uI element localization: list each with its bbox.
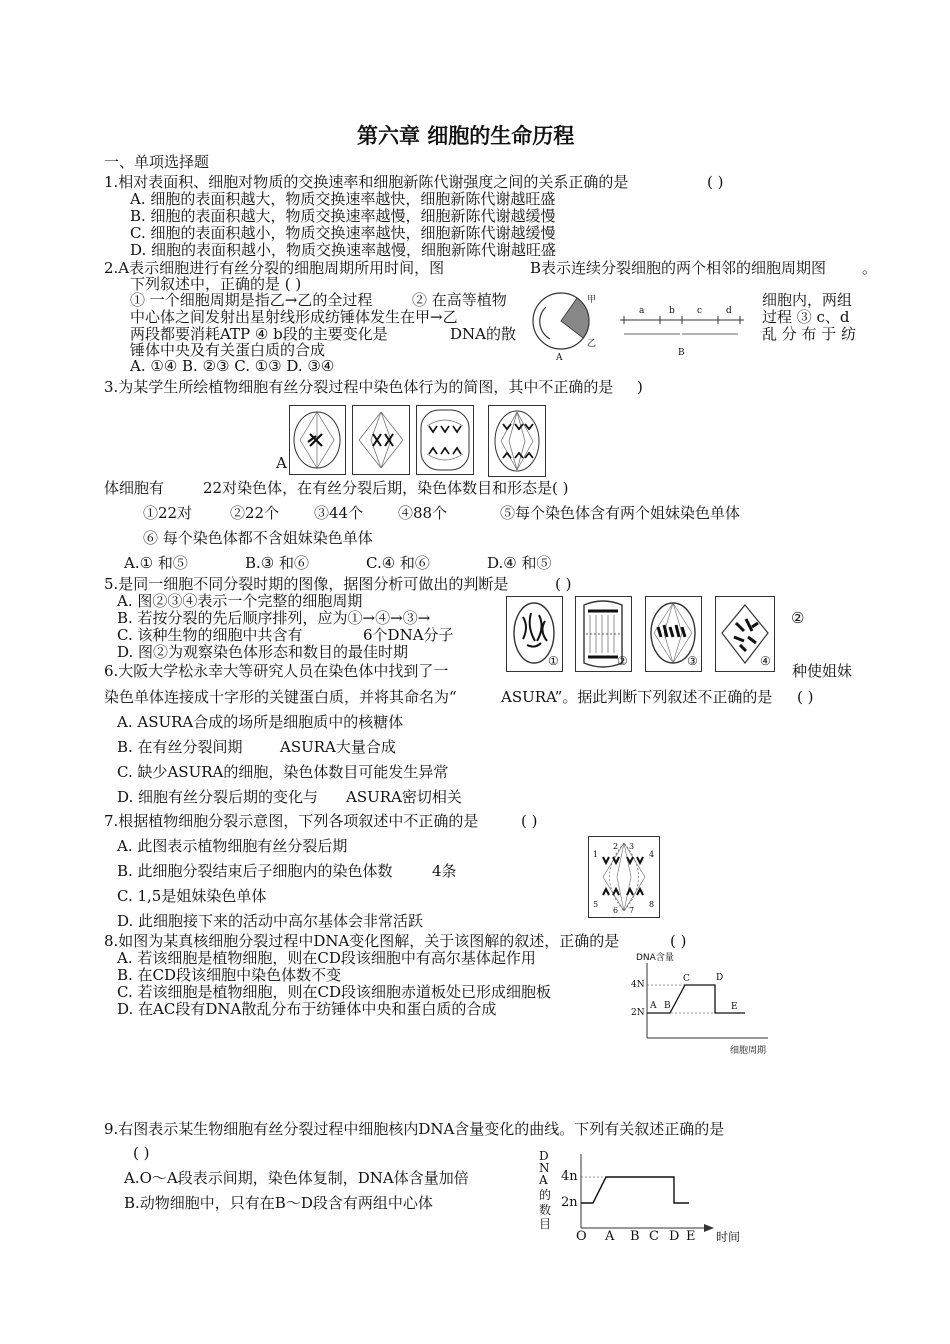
q5-stem: 5.是同一细胞不同分裂时期的图像，据图分析可做出的判断是 [104,575,509,593]
q4-answer-c: C.④ 和⑥ [366,554,430,572]
q6-stem-line1: 6.大阪大学松永幸大等研究人员在染色体中找到了一 [104,662,449,680]
q2-figa-jia: 甲 [587,295,597,305]
q3-cell-a [289,405,346,475]
q2-figa-yi: 乙 [587,339,597,349]
q7-fig-num-4: 4 [649,850,655,859]
q5-cell-2-label: ② [617,654,628,668]
q2-item-1: ① 一个细胞周期是指乙→乙的全过程 [130,291,373,309]
q4-option-1: ①22对 [143,504,193,522]
q4-option-5: ⑤每个染色体含有两个姐妹染色单体 [500,504,741,522]
q2-figure-b [620,306,748,358]
q4-answer-b: B.③ 和⑥ [245,554,310,572]
q2-figb-label: B [678,348,685,358]
q7-option-b-cont: 4条 [432,862,457,880]
q5-option-c: C. 该种生物的细胞中共含有 [117,626,303,644]
q9-chart-y-2n: 2n [561,1195,578,1210]
q1-option-c: C. 细胞的表面积越小，物质交换速率越快，细胞新陈代谢越缓慢 [130,224,556,242]
q9-chart-xtick-c: C [649,1229,659,1244]
q9-chart-xtick-o: O [576,1229,587,1244]
q6-option-d-cont: ASURA密切相关 [346,788,462,806]
q9-dna-chart [536,1150,746,1250]
q8-option-a: A. 若该细胞是植物细胞，则在CD段该细胞中有高尔基体起作用 [117,949,536,967]
q3-answer-paren: ) [637,378,643,396]
q6-option-b-cont: ASURA大量合成 [280,738,396,756]
q2-figb-seg-a: a [639,306,645,316]
q9-chart-ylabel-char: N [539,1161,550,1175]
q8-chart-point-a: A [650,1001,657,1011]
q5-option-a: A. 图②③④表示一个完整的细胞周期 [117,592,363,610]
q9-option-b: B.动物细胞中，只有在B～D段含有两组中心体 [124,1194,433,1212]
q8-option-b: B. 在CD段该细胞中染色体数不变 [117,966,342,984]
q5-cell-1-label: ① [548,654,559,668]
q9-stem: 9.右图表示某生物细胞有丝分裂过程中细胞核内DNA含量变化的曲线。下列有关叙述正确的是 [104,1120,725,1138]
section-heading: 一、单项选择题 [104,153,210,171]
q7-option-d: D. 此细胞接下来的活动中高尔基体会非常活跃 [117,912,424,930]
q2-item-2: ② 在高等植物 [412,291,507,309]
q2-figb-seg-d: d [726,306,732,316]
q8-chart-point-c: C [683,974,690,984]
q4-option-6: ⑥ 每个染色体都不含姐妹染色单体 [143,529,373,547]
q5-cell-3-label: ③ [687,654,698,668]
q3-cell-c [416,405,474,475]
q6-option-b: B. 在有丝分裂间期 [117,738,243,756]
q7-cell-figure [588,836,660,918]
q7-option-c: C. 1,5是姐妹染色单体 [117,887,267,905]
q5-cell-3 [645,596,702,672]
q2-item-2-cont: 细胞内，两组 [762,291,853,309]
q9-chart-ylabel-char: 数 [539,1203,552,1217]
q9-chart-xtick-e: E [686,1229,696,1244]
q8-dna-chart [630,953,780,1063]
q8-chart-point-d: D [716,973,724,983]
q2-stem-line2: 下列叙述中，正确的是 ( ) [130,275,302,293]
q8-option-c: C. 若该细胞是植物细胞，则在CD段该细胞赤道板处已形成细胞板 [117,983,551,1001]
q3-cell-d [488,405,546,477]
q7-fig-num-7: 7 [629,906,635,915]
q2-figure-a [528,289,600,361]
q5-option-c-cont: 6个DNA分子 [363,626,454,644]
q5-option-b: B. 若按分裂的先后顺序排列，应为①→④→③→ [117,609,431,627]
q5-option-d: D. 图②为观察染色体形态和数目的最佳时期 [117,643,409,661]
q2-line5: 两段都要消耗ATP ④ b段的主要变化是 [130,325,388,343]
q2-figa-label: A [556,353,563,363]
q2-line5-cont: 乱 分 布 于 纺 [762,325,857,343]
q2-options: A. ①④ B. ②③ C. ①③ D. ③④ [130,357,335,375]
q7-fig-num-8: 8 [649,900,655,909]
q2-line5-mid: DNA的散 [450,325,516,343]
q7-fig-num-1: 1 [593,850,599,859]
q4-stem-part2: 22对染色体，在有丝分裂后期，染色体数目和形态是 [203,479,553,497]
q9-chart-ylabel-char: A [539,1173,548,1187]
q1-answer-paren: ( ) [707,173,724,191]
q5-answer-paren: ( ) [555,575,572,593]
q8-answer-paren: ( ) [670,932,687,950]
q6-stem-line2-cont: ASURA”。据此判断下列叙述不正确的是 [501,688,773,706]
q1-stem: 1.相对表面积、细胞对物质的交换速率和细胞新陈代谢强度之间的关系正确的是 [104,173,629,191]
q5-cell-4-label: ④ [760,654,771,668]
q4-option-3: ③44个 [314,504,364,522]
q9-answer-paren: ( ) [133,1144,150,1162]
q9-chart-xtick-b: B [630,1229,640,1244]
q1-option-a: A. 细胞的表面积越大，物质交换速率越快，细胞新陈代谢越旺盛 [130,190,556,208]
q9-option-a: A.O～A段表示间期，染色体复制，DNA体含量加倍 [124,1169,469,1187]
q6-stem-line1-cont: 种使姐妹 [792,662,853,680]
q9-chart-ylabel-char: D [539,1149,549,1163]
q2-line4: 中心体之间发射出星射线形成纺锤体发生在甲→乙 [130,308,458,326]
q8-chart-point-e: E [731,1002,738,1012]
q2-stem-part1: 2.A表示细胞进行有丝分裂的细胞周期所用时间，图 [104,259,445,277]
q7-fig-num-5: 5 [593,900,599,909]
q7-fig-num-6: 6 [613,906,619,915]
q4-option-4: ④88个 [398,504,448,522]
q4-answer-d: D.④ 和⑤ [487,554,552,572]
q9-chart-ylabel-char: 的 [539,1188,552,1202]
q9-chart-xtick-a: A [605,1229,615,1244]
q4-answer-paren: ( ) [552,479,569,497]
q8-chart-xlabel: 细胞周期 [730,1046,767,1056]
q5-cell-4 [715,596,775,672]
q4-stem-part1: 体细胞有 [104,479,165,497]
q6-stem-line2: 染色单体连接成十字形的关键蛋白质，并将其命名为“ [104,688,457,706]
q8-stem: 8.如图为某真核细胞分裂过程中DNA变化图解，关于该图解的叙述，正确的是 [104,932,620,950]
q7-option-b: B. 此细胞分裂结束后子细胞内的染色体数 [117,862,393,880]
q4-option-2: ②22个 [230,504,280,522]
q6-option-d: D. 细胞有丝分裂后期的变化与 [117,788,319,806]
q5-cell-2 [575,596,632,672]
q7-fig-num-3: 3 [629,842,635,851]
q1-option-b: B. 细胞的表面积越大，物质交换速率越慢，细胞新陈代谢越缓慢 [130,207,556,225]
q6-answer-paren: ( ) [797,688,814,706]
q8-chart-y-2n: 2N [631,1008,645,1018]
q9-chart-xlabel: 时间 [716,1230,741,1244]
page-title: 第六章 细胞的生命历程 [357,124,575,148]
q2-stem-part2: B表示连续分裂细胞的两个相邻的细胞周期图 [530,259,827,277]
q5-cell-1 [506,596,563,672]
q7-stem: 7.根据植物细胞分裂示意图，下列各项叙述中不正确的是 [104,812,479,830]
q2-figb-seg-c: c [697,306,703,316]
q7-fig-num-2: 2 [613,842,619,851]
q9-chart-y-4n: 4n [561,1169,578,1184]
q8-chart-point-b: B [664,1001,671,1011]
q2-line6: 锤体中央及有关蛋白质的合成 [130,341,326,359]
q3-cell-b [352,405,410,475]
q8-option-d: D. 在AC段有DNA散乱分布于纺锤体中央和蛋白质的合成 [117,1000,497,1018]
q9-chart-ylabel-char: 目 [539,1217,552,1231]
q7-option-a: A. 此图表示植物细胞有丝分裂后期 [117,837,348,855]
q2-line4-cont: 过程 ③ c、d [762,308,850,326]
q3-stem: 3.为某学生所绘植物细胞有丝分裂过程中染色体行为的简图，其中不正确的是 [104,378,614,396]
q8-chart-ylabel: DNA含量 [636,953,674,963]
q8-chart-y-4n: 4N [631,980,645,990]
q6-option-a: A. ASURA合成的场所是细胞质中的核糖体 [117,713,404,731]
q3-label-a: A [276,454,287,472]
q9-chart-xtick-d: D [669,1229,680,1244]
q6-option-c: C. 缺少ASURA的细胞，染色体数目可能发生异常 [117,763,449,781]
q1-option-d: D. 细胞的表面积越小，物质交换速率越慢，细胞新陈代谢越旺盛 [130,241,557,259]
q2-stem-period: 。 [862,259,878,277]
q2-figb-seg-b: b [669,306,675,316]
q7-answer-paren: ( ) [521,812,538,830]
q4-answer-a: A.① 和⑤ [124,554,188,572]
q5-trailing-mark: ② [791,609,805,627]
